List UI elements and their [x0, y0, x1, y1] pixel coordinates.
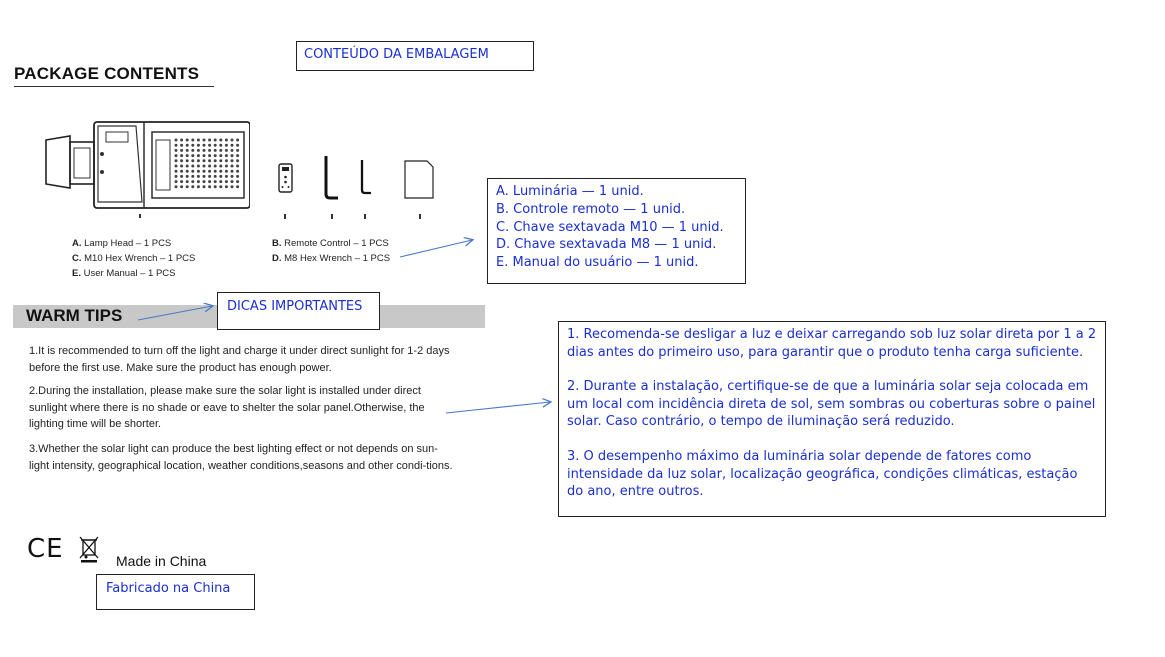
package-contents-title: PACKAGE CONTENTS: [14, 64, 214, 87]
legend-item-d: D. M8 Hex Wrench – 1 PCS: [272, 253, 391, 264]
translated-tip-3: 3. O desempenho máximo da luminária solar depende de fatores como intensidade da luz solar, localização geográfica, condições climáticas, estação do ano, entre outros.: [567, 448, 1078, 500]
legend-item-e: E. User Manual – 1 PCS: [72, 268, 176, 279]
translated-item-c: C. Chave sextavada M10 — 1 unid.: [496, 219, 724, 235]
legend-item-a: A. Lamp Head – 1 PCS: [72, 238, 172, 249]
made-in-label: Made in China: [116, 553, 207, 569]
made-in-translation-text: Fabricado na China: [106, 581, 231, 596]
translated-tip-1: 1. Recomenda-se desligar a luz e deixar carregando sob luz solar direta por 1 a 2 dias antes do primeiro uso, para garantir que o produto tenha carga suficiente.: [567, 327, 1097, 360]
warm-tips-translation-text: DICAS IMPORTANTES: [227, 299, 363, 314]
translated-tip-2: 2. Durante a instalação, certifique-se de que a luminária solar seja colocada em um local com incidência direta de sol, sem sombras ou coberturas sobre o painel solar. Caso contrário, o tempo de iluminação será reduzido.: [567, 379, 1096, 430]
tip-3: 3.Whether the solar light can produce the best lighting effect or not depends on sun-light intensity, geographical location, weather conditions,seasons and other condi-tions.: [29, 443, 453, 472]
tip-1: 1.It is recommended to turn off the light and charge it under direct sunlight for 1-2 days before the first use. Make sure the product has enough power.: [29, 345, 450, 374]
arrow-tips-list: [446, 402, 550, 413]
legend-item-b: B. Remote Control – 1 PCS: [272, 238, 389, 249]
arrow-warm-tips: [138, 306, 212, 320]
translated-item-e: E. Manual do usuário — 1 unid.: [496, 255, 699, 271]
legend-item-c: C. M10 Hex Wrench – 1 PCS: [72, 253, 196, 264]
warm-tips-title: WARM TIPS: [26, 306, 123, 325]
translated-item-d: D. Chave sextavada M8 — 1 unid.: [496, 237, 717, 253]
translated-item-b: B. Controle remoto — 1 unid.: [496, 201, 686, 217]
tip-2: 2.During the installation, please make sure the solar light is installed under direct sunlight where there is no shade or eave to shelter the solar panel.Otherwise, the lighting time will be shorter.: [29, 385, 425, 430]
ce-mark-icon: CE: [27, 534, 64, 564]
package-contents-translation-text: CONTEÚDO DA EMBALAGEM: [304, 47, 489, 62]
arrow-package-items: [400, 240, 472, 257]
translated-item-a: A. Luminária — 1 unid.: [496, 184, 644, 199]
